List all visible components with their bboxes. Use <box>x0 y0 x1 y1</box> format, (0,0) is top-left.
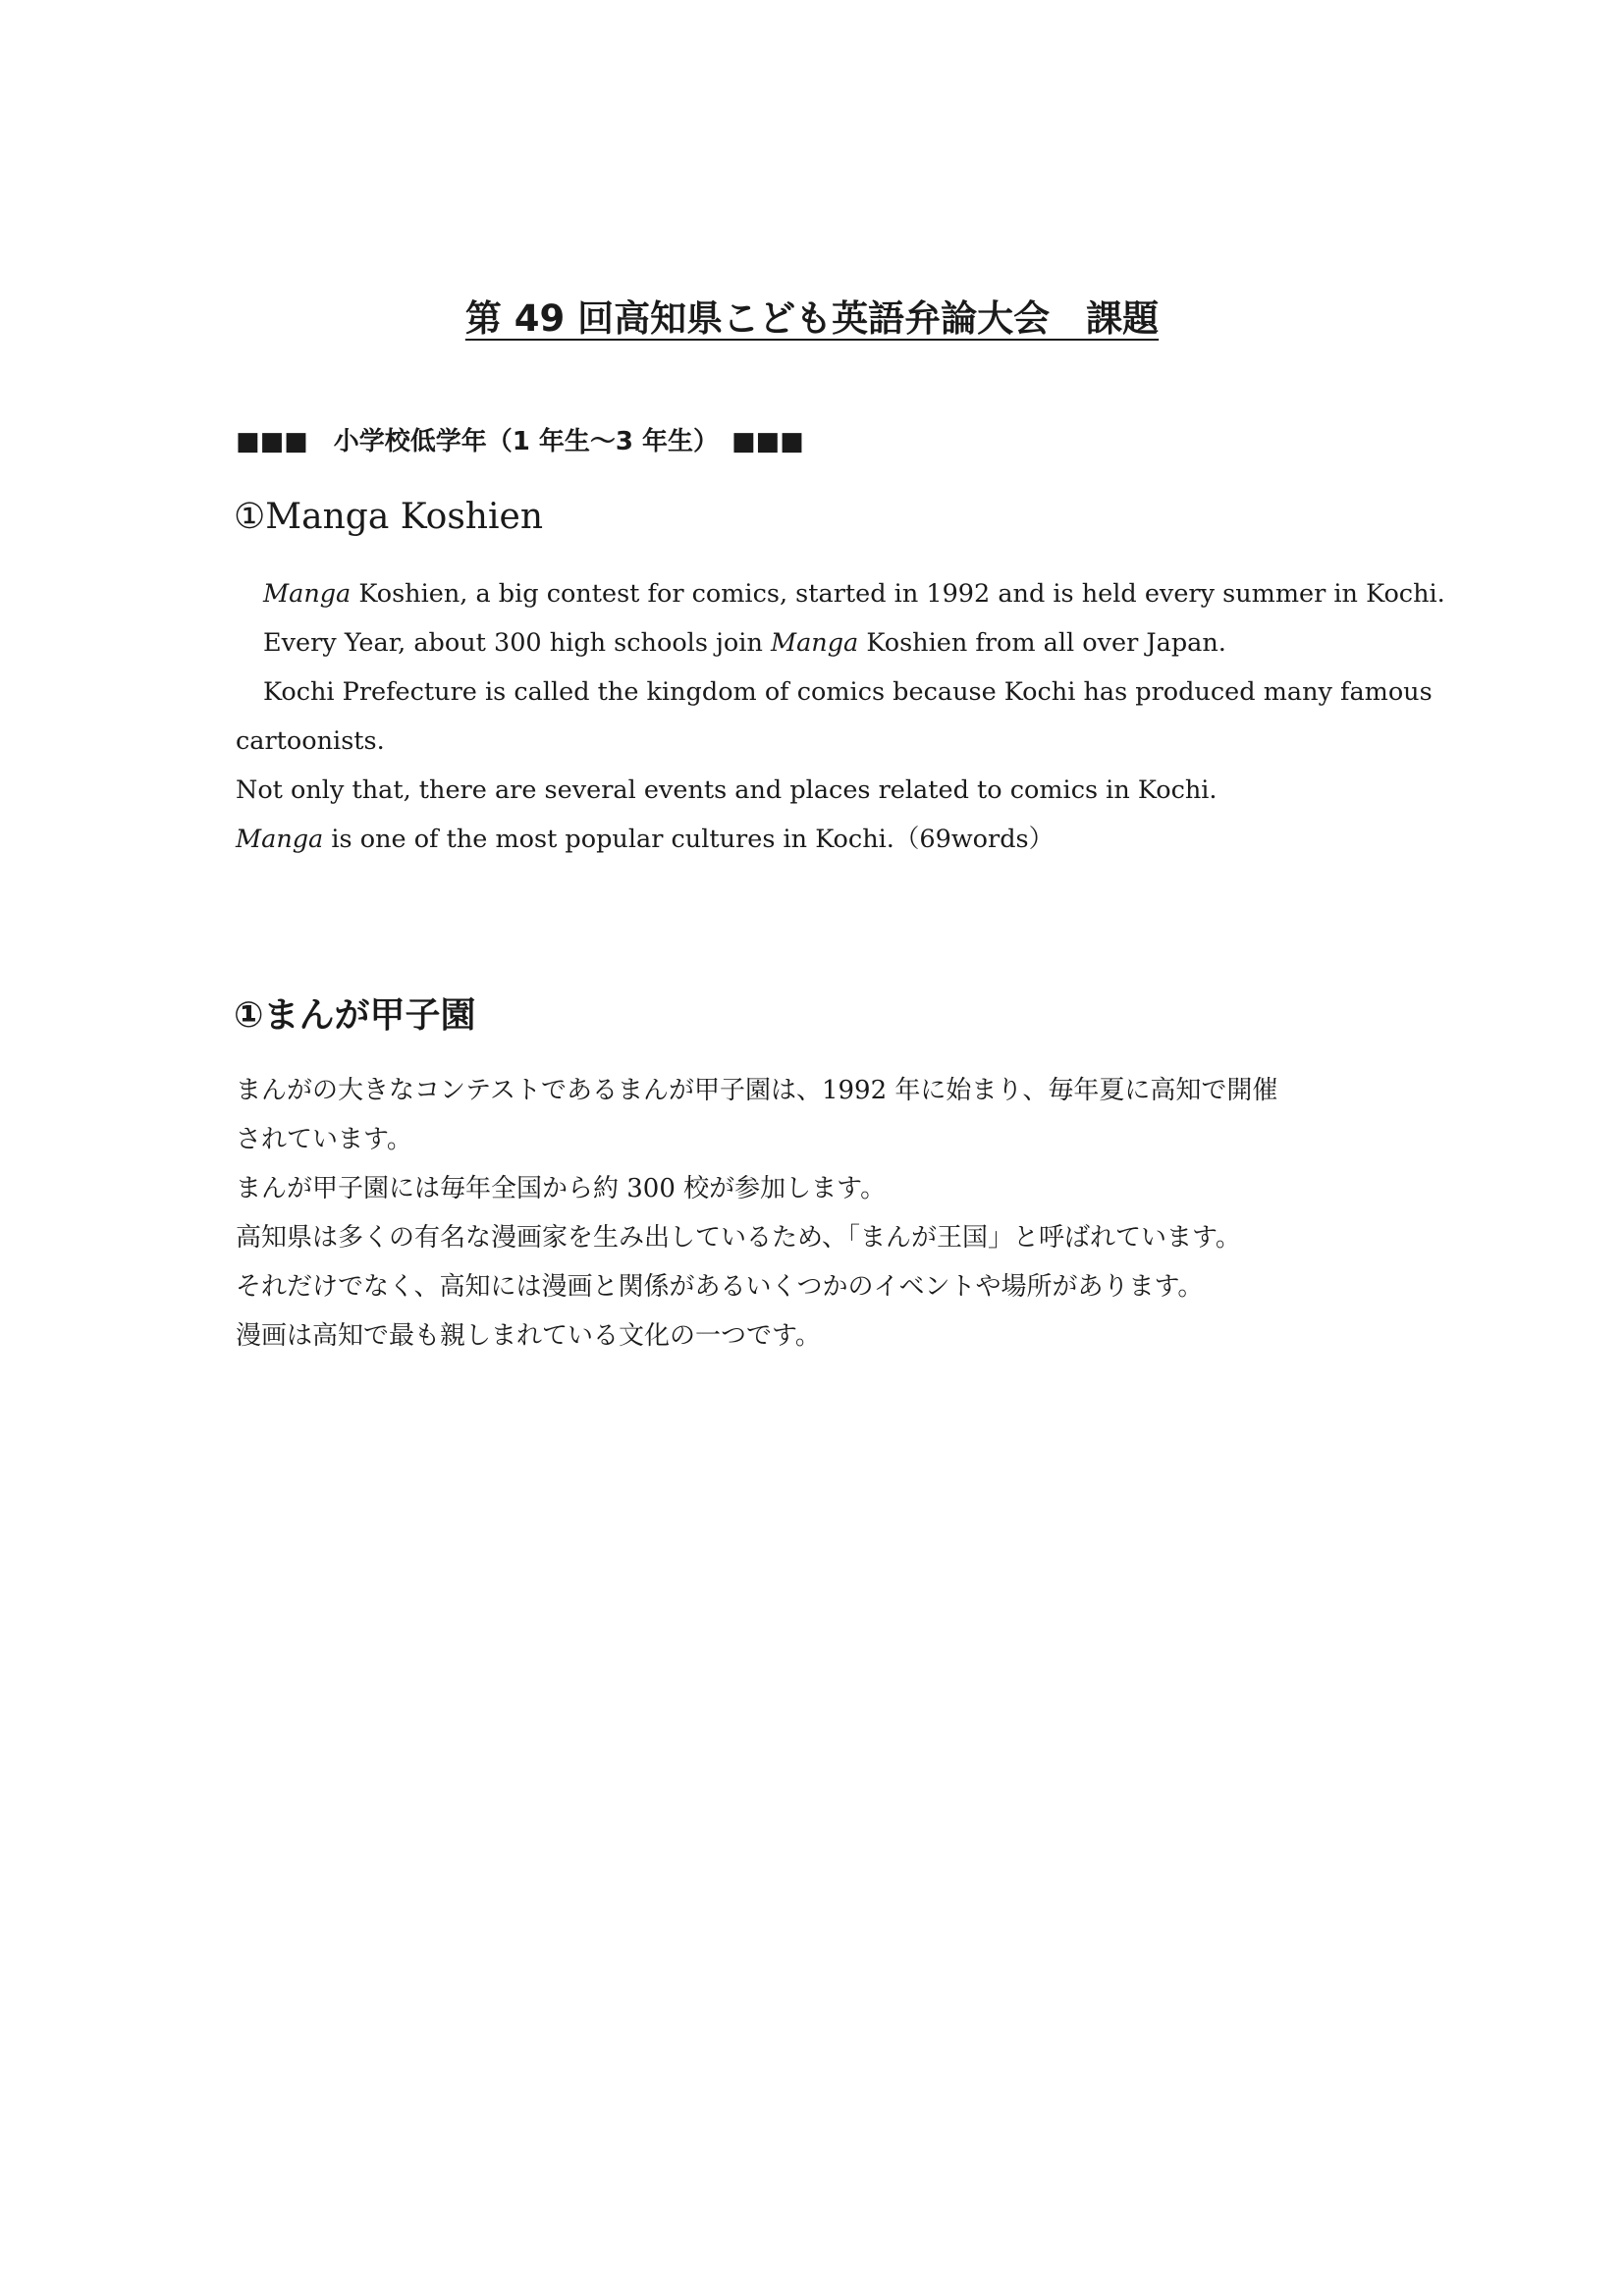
japanese-body <box>236 1066 1414 1361</box>
english-text: Every Year, about 300 high schools join <box>263 628 771 658</box>
english-paragraph-1 <box>236 569 1445 618</box>
grade-label: ■■■ 小学校低学年（1 年生～3 年生） ■■■ <box>236 427 804 456</box>
english-heading: ①Manga Koshien <box>234 497 543 537</box>
english-text: is one of the most popular cultures in Kochi.（69words） <box>323 825 1055 854</box>
english-paragraph-4: Not only that, there are several events and places related to comics in Kochi. <box>236 775 1218 805</box>
english-paragraph-3: Kochi Prefecture is called the kingdom of comics because Kochi has produced many famous <box>263 677 1433 707</box>
english-text: Koshien, a big contest for comics, started in 1992 and is held every summer in Kochi. <box>351 579 1445 609</box>
english-text: Koshien from all over Japan. <box>858 628 1226 658</box>
page-title-text: 第 49 回高知県こども英語弁論大会 課題 <box>464 297 1160 340</box>
english-paragraph-5 <box>236 815 1414 864</box>
english-body <box>236 569 1445 864</box>
japanese-line: それだけでなく、高知には漫画と関係があるいくつかのイベントや場所があります。 <box>236 1272 1204 1302</box>
japanese-heading: ①まんが甲子園 <box>234 995 476 1036</box>
japanese-line: されています。 <box>236 1125 412 1154</box>
japanese-line: まんが甲子園には毎年全国から約 300 校が参加します。 <box>236 1174 887 1203</box>
italic-word: Manga <box>770 628 859 658</box>
japanese-line: まんがの大きなコンテストであるまんが甲子園は、1992 年に始まり、毎年夏に高知で開催 <box>236 1076 1278 1105</box>
english-paragraph-2 <box>236 618 1414 667</box>
japanese-line: 高知県は多くの有名な漫画家を生み出しているため、「まんが王国」と呼ばれています。 <box>236 1223 1241 1253</box>
japanese-line: 漫画は高知で最も親しまれている文化の一つです。 <box>236 1321 821 1351</box>
italic-word: Manga <box>263 579 352 609</box>
page-title <box>0 294 1624 344</box>
english-paragraph-3-cont: cartoonists. <box>236 726 385 756</box>
italic-word: Manga <box>236 825 324 854</box>
